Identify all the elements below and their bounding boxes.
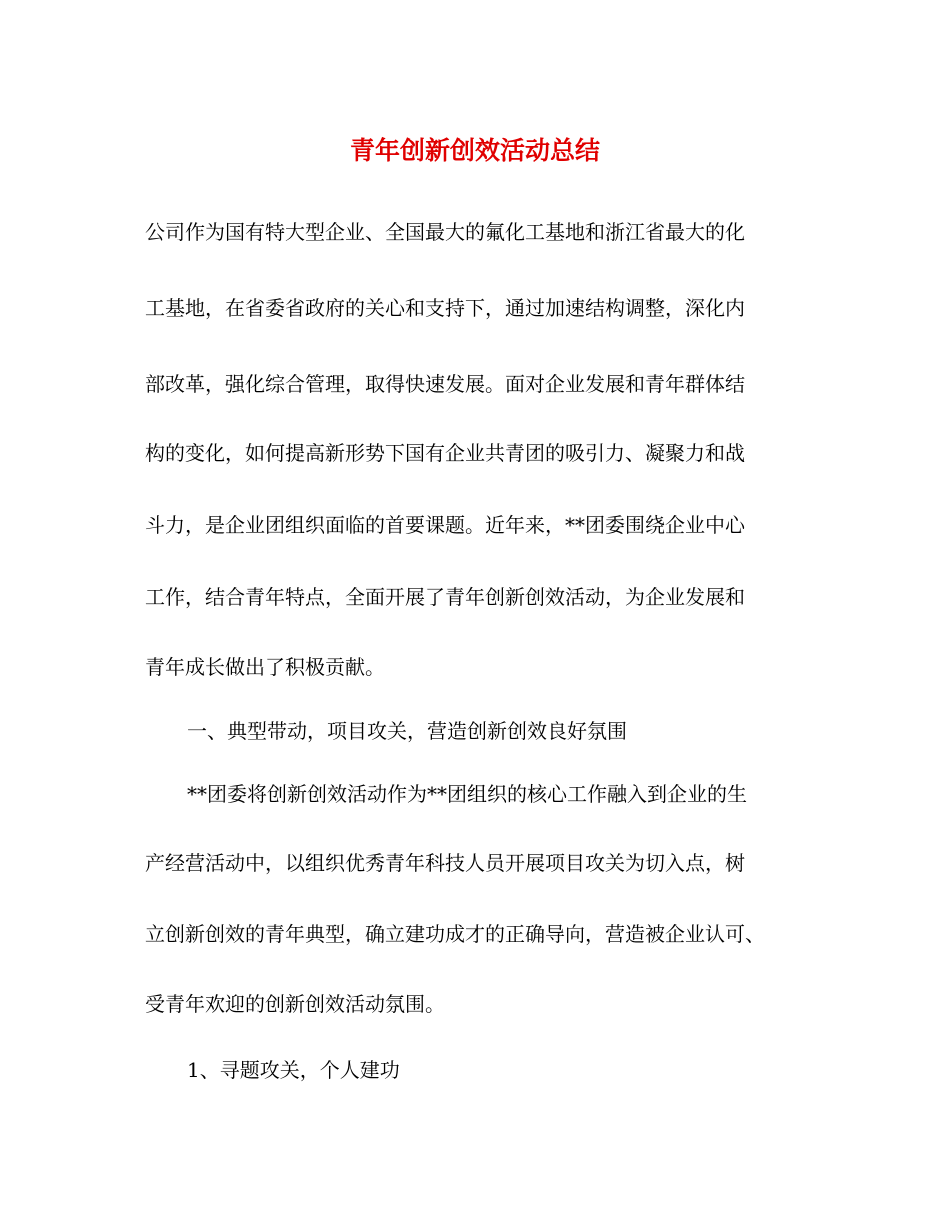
paragraph-line: 构的变化，如何提高新形势下国有企业共青团的吸引力、凝聚力和战 [145,441,745,465]
paragraph-line: 立创新创效的青年典型，确立建功成才的正确导向，营造被企业认可、 [145,922,765,946]
paragraph-line: 产经营活动中，以组织优秀青年科技人员开展项目攻关为切入点，树 [145,851,745,875]
section-heading: 一、典型带动，项目攻关，营造创新创效良好氛围 [187,719,627,743]
subsection-heading: 1、寻题攻关，个人建功 [187,1058,400,1082]
paragraph-line: 工基地，在省委省政府的关心和支持下，通过加速结构调整，深化内 [145,296,745,320]
paragraph-line: 斗力，是企业团组织面临的首要课题。近年来，**团委围绕企业中心 [145,513,745,537]
paragraph-line: 公司作为国有特大型企业、全国最大的氟化工基地和浙江省最大的化 [145,220,745,244]
document-title: 青年创新创效活动总结 [349,136,600,165]
paragraph-line: 受青年欢迎的创新创效活动氛围。 [145,992,445,1016]
paragraph-line: **团委将创新创效活动作为**团组织的核心工作融入到企业的生 [187,782,747,806]
paragraph-line: 青年成长做出了积极贡献。 [145,655,385,679]
paragraph-line: 工作，结合青年特点，全面开展了青年创新创效活动，为企业发展和 [145,585,745,609]
paragraph-line: 部改革，强化综合管理，取得快速发展。面对企业发展和青年群体结 [145,372,745,396]
